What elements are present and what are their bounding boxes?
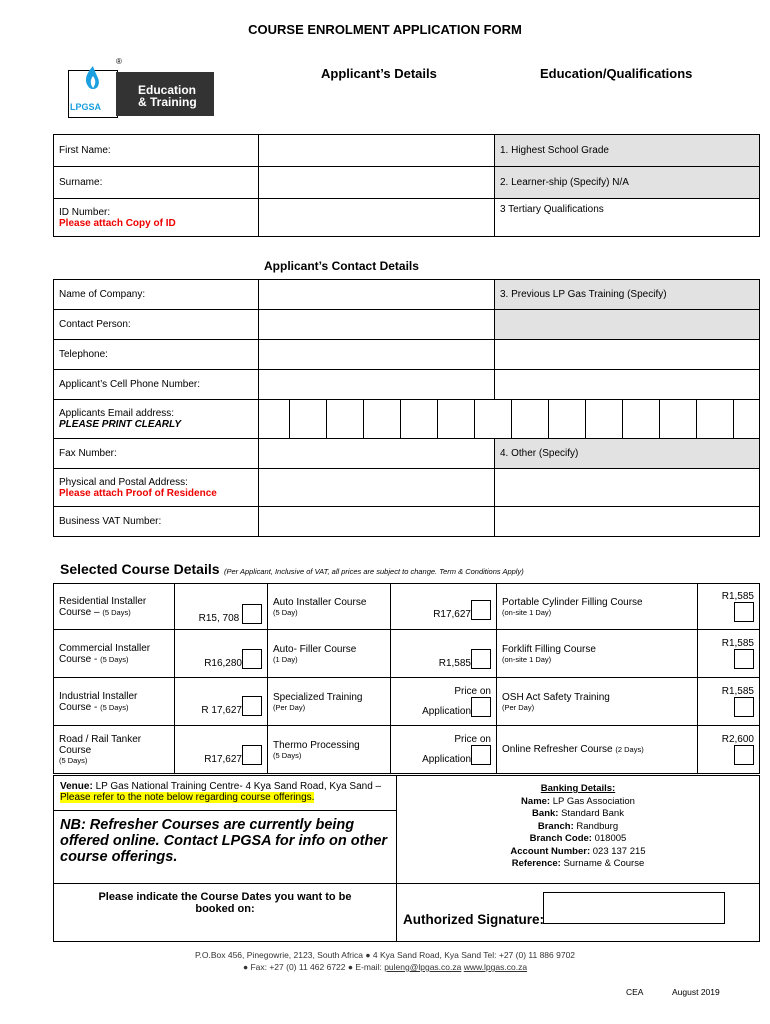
banking-acc-label: Account Number: [510, 845, 591, 857]
address-note: Please attach Proof of Residence [59, 487, 217, 499]
banking-acc: 023 137 215 [592, 845, 646, 857]
id-copy-note: Please attach Copy of ID [59, 217, 176, 229]
edu-learnership[interactable]: 2. Learner-ship (Specify) N/A [495, 167, 760, 199]
banking-name: LP Gas Association [552, 795, 635, 807]
course-duration: (Per Day) [273, 702, 306, 712]
email-char-box[interactable] [734, 400, 759, 438]
course-table [53, 583, 760, 774]
fax-field[interactable] [259, 439, 495, 469]
email-char-box[interactable] [327, 400, 364, 438]
course-header [60, 561, 524, 579]
checkbox-online-refresher[interactable] [734, 745, 754, 765]
edu-tertiary[interactable]: 3 Tertiary Qualifications [495, 199, 760, 237]
lpgsa-logo [68, 57, 216, 118]
signature-label: Authorized Signature: [403, 912, 544, 927]
checkbox-industrial[interactable] [242, 696, 262, 716]
banking-name-row [402, 796, 754, 809]
price-thermo-b: Application [422, 754, 471, 765]
telephone-extra[interactable] [495, 340, 760, 370]
address-field[interactable] [259, 469, 495, 507]
vat-label: Business VAT Number: [54, 507, 259, 537]
dates-cell[interactable] [54, 884, 397, 942]
price-auto-filler: R1,585 [438, 657, 471, 669]
checkbox-thermo[interactable] [471, 745, 491, 765]
venue-highlight: Please refer to the note below regarding course offerings. [60, 792, 315, 803]
vat-extra[interactable] [495, 507, 760, 537]
cell-label: Applicant’s Cell Phone Number: [54, 370, 259, 400]
course-price-cell [391, 630, 497, 678]
course-auto-installer: Auto Installer Course [273, 596, 367, 608]
email-char-box[interactable] [512, 400, 549, 438]
course-duration: (2 Days) [615, 745, 644, 754]
vat-field[interactable] [259, 507, 495, 537]
course-portable-cylinder: Portable Cylinder Filling Course [502, 596, 643, 608]
contact-person-field[interactable] [259, 310, 495, 340]
course-residential: Residential Installer Course – [59, 595, 147, 618]
applicant-table [53, 134, 760, 237]
email-char-box[interactable] [697, 400, 734, 438]
course-name-cell [268, 678, 391, 726]
email-char-box[interactable] [290, 400, 327, 438]
course-price-cell [175, 584, 268, 630]
first-name-field[interactable] [259, 135, 495, 167]
course-duration: (on-site 1 Day) [502, 654, 552, 664]
signature-cell [397, 884, 760, 942]
venue-text: LP Gas National Training Centre- 4 Kya Sand Road, Kya Sand – [95, 781, 382, 792]
banking-cell [397, 776, 760, 884]
price-online-refresher: R2,600 [721, 734, 754, 745]
contact-table [53, 279, 760, 537]
price-forklift: R1,585 [721, 638, 754, 649]
course-price-cell [175, 678, 268, 726]
course-commercial: Commercial Installer Course - [59, 642, 151, 665]
registered-mark: ® [116, 57, 122, 66]
price-thermo-a: Price on [454, 734, 491, 745]
course-auto-filler: Auto- Filler Course [273, 643, 357, 655]
address-label: Physical and Postal Address: [59, 476, 188, 488]
banking-bank-label: Bank: [532, 808, 559, 819]
banking-code: 018005 [594, 833, 627, 844]
logo-band [116, 72, 214, 116]
banking-branch-row [402, 821, 754, 834]
price-portable-cylinder: R1,585 [721, 591, 754, 602]
course-name-cell [54, 584, 175, 630]
email-char-box[interactable] [364, 400, 401, 438]
course-name-cell [497, 678, 698, 726]
checkbox-road-rail[interactable] [242, 745, 262, 765]
checkbox-auto-installer[interactable] [471, 600, 491, 620]
contact-person-label: Contact Person: [54, 310, 259, 340]
banking-ref-label: Reference: [511, 858, 561, 869]
venue-label: Venue: [60, 781, 93, 792]
telephone-label: Telephone: [54, 340, 259, 370]
course-name-cell [268, 630, 391, 678]
email-cell [54, 400, 259, 439]
footer-address: P.O.Box 456, Pinegowrie, 2123, South Africa ● 4 Kya Sand Road, Kya Sand Tel: +27 (0) 11 886 9702 [194, 950, 576, 960]
venue-cell [54, 776, 397, 811]
email-char-box[interactable] [549, 400, 586, 438]
course-duration: (5 Days) [59, 756, 88, 765]
email-boxes[interactable] [259, 400, 760, 439]
checkbox-commercial[interactable] [242, 649, 262, 669]
info-table [53, 775, 760, 942]
course-price-cell [175, 726, 268, 774]
other-field[interactable] [495, 469, 760, 507]
course-online-refresher: Online Refresher Course [502, 744, 613, 755]
course-name-cell [497, 726, 698, 774]
course-forklift: Forklift Filling Course [502, 643, 596, 655]
checkbox-specialized[interactable] [471, 697, 491, 717]
email-char-box[interactable] [401, 400, 438, 438]
company-label: Name of Company: [54, 280, 259, 310]
banking-acc-row [402, 846, 754, 859]
course-price-cell [698, 584, 760, 630]
nb-cell [54, 811, 397, 884]
course-name-cell [268, 584, 391, 630]
course-price-cell [698, 678, 760, 726]
course-duration: (5 Days) [100, 654, 129, 664]
course-specialized: Specialized Training [273, 691, 363, 703]
course-duration: (on-site 1 Day) [502, 607, 552, 617]
id-number-cell [54, 199, 259, 237]
course-duration: (1 Day) [273, 654, 298, 664]
contact-details-header: Applicant’s Contact Details [264, 259, 419, 273]
course-price-cell [698, 630, 760, 678]
banking-ref: Surname & Course [563, 858, 645, 869]
banking-bank-row [402, 808, 754, 821]
checkbox-forklift[interactable] [734, 649, 754, 669]
course-duration: (5 Days) [100, 702, 129, 712]
course-price-cell [175, 630, 268, 678]
dates-prompt: Please indicate the Course Dates you want to be booked on: [98, 891, 352, 915]
form-code: CEA [626, 987, 644, 997]
banking-code-row [402, 833, 754, 846]
email-note: PLEASE PRINT CLEARLY [59, 419, 182, 430]
edu-school-grade[interactable]: 1. Highest School Grade [495, 135, 760, 167]
first-name-label: First Name: [54, 135, 259, 167]
prev-training-field[interactable] [495, 310, 760, 340]
surname-label: Surname: [54, 167, 259, 199]
email-char-box[interactable] [660, 400, 697, 438]
price-residential: R15, 708 [198, 612, 240, 624]
banking-title: Banking Details: [540, 783, 616, 794]
email-char-box[interactable] [586, 400, 623, 438]
course-price-cell [698, 726, 760, 774]
nb-note: NB: Refresher Courses are currently being offered online. Contact LPGSA for info on other course offerings. [60, 817, 388, 865]
flame-icon [82, 66, 104, 96]
price-specialized-a: Price on [454, 686, 491, 697]
other-specify[interactable]: 4. Other (Specify) [495, 439, 760, 469]
course-price-cell [391, 584, 497, 630]
fax-label: Fax Number: [54, 439, 259, 469]
education-header: Education/Qualifications [540, 66, 693, 81]
prev-training[interactable]: 3. Previous LP Gas Training (Specify) [495, 280, 760, 310]
course-road-rail: Road / Rail Tanker Course [59, 734, 142, 756]
banking-code-label: Branch Code: [529, 833, 592, 844]
checkbox-auto-filler[interactable] [471, 649, 491, 669]
course-name-cell [54, 726, 175, 774]
company-field[interactable] [259, 280, 495, 310]
cell-extra[interactable] [495, 370, 760, 400]
email-char-box[interactable] [475, 400, 512, 438]
course-duration: (Per Day) [502, 702, 535, 712]
course-duration: (5 Days) [273, 750, 302, 760]
course-name-cell [54, 630, 175, 678]
price-commercial: R16,280 [204, 657, 242, 669]
id-number-field[interactable] [259, 199, 495, 237]
email-char-box[interactable] [259, 400, 290, 438]
logo-line2: & Training [138, 95, 197, 109]
course-header-title: Selected Course Details [60, 561, 220, 577]
footer-web[interactable]: www.lpgas.co.za [463, 962, 528, 972]
course-industrial: Industrial Installer Course - [59, 690, 138, 713]
banking-bank: Standard Bank [561, 808, 624, 819]
form-title: COURSE ENROLMENT APPLICATION FORM [248, 22, 522, 37]
signature-box[interactable] [543, 892, 725, 924]
banking-ref-row [402, 858, 754, 871]
course-osh: OSH Act Safety Training [502, 691, 610, 703]
checkbox-osh[interactable] [734, 697, 754, 717]
footer-contact [0, 962, 770, 972]
course-price-cell [391, 678, 497, 726]
email-label: Applicants Email address: [59, 408, 175, 419]
form-date: August 2019 [672, 987, 720, 997]
email-char-boxes[interactable] [259, 400, 759, 438]
price-auto-installer: R17,627 [433, 608, 471, 620]
address-cell [54, 469, 259, 507]
course-name-cell [54, 678, 175, 726]
banking-branch: Randburg [576, 820, 619, 832]
course-duration: (5 Day) [273, 607, 298, 617]
applicant-details-header: Applicant’s Details [321, 66, 437, 81]
price-osh: R1,585 [721, 686, 754, 697]
course-name-cell [268, 726, 391, 774]
cell-field[interactable] [259, 370, 495, 400]
price-road-rail: R17,627 [204, 753, 242, 765]
course-duration: (5 Days) [102, 607, 131, 617]
logo-line1: Education [138, 83, 197, 97]
banking-branch-label: Branch: [537, 820, 574, 832]
logo-org: LPGSA [70, 102, 102, 112]
email-char-box[interactable] [623, 400, 660, 438]
footer-fax: ● Fax: +27 (0) 11 462 6722 ● E-mail: [242, 962, 382, 972]
course-name-cell [497, 584, 698, 630]
price-specialized-b: Application [422, 706, 471, 717]
email-char-box[interactable] [438, 400, 475, 438]
footer-email[interactable]: puleng@lpgas.co.za [384, 962, 462, 972]
banking-name-label: Name: [521, 795, 551, 807]
id-number-label: ID Number: [59, 206, 111, 218]
course-name-cell [497, 630, 698, 678]
course-header-note: (Per Applicant, Inclusive of VAT, all prices are subject to change. Term & Conditions Apply) [223, 567, 524, 576]
course-thermo: Thermo Processing [273, 739, 360, 751]
checkbox-portable-cylinder[interactable] [734, 602, 754, 622]
price-industrial: R 17,627 [201, 704, 242, 716]
surname-field[interactable] [259, 167, 495, 199]
checkbox-residential[interactable] [242, 604, 262, 624]
telephone-field[interactable] [259, 340, 495, 370]
course-price-cell [391, 726, 497, 774]
